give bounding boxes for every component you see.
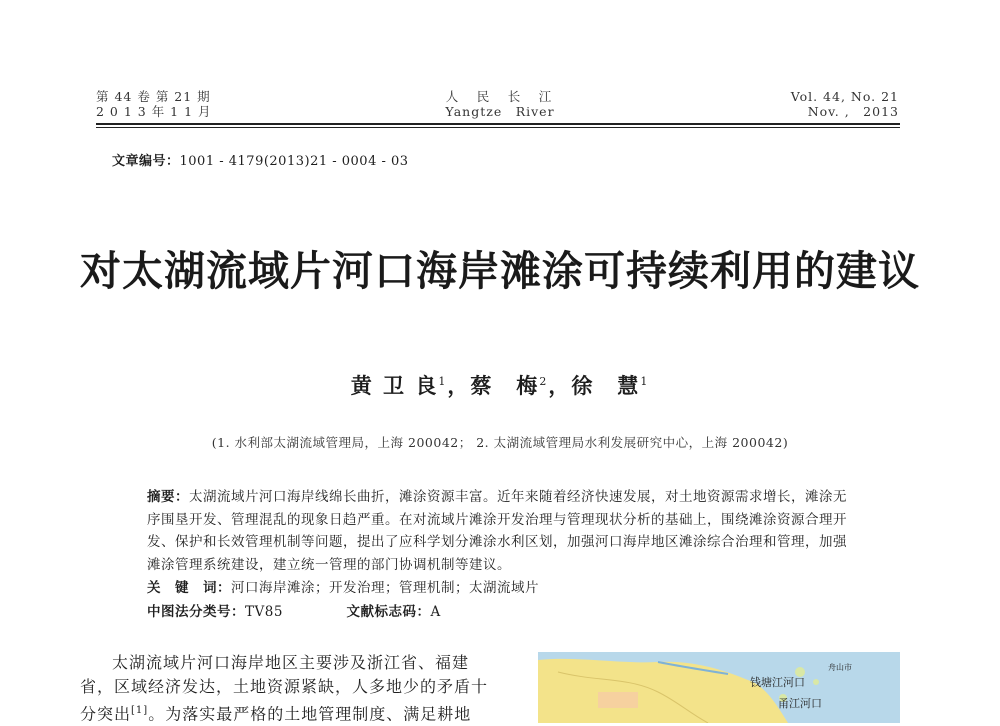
citation-ref[interactable]: [1]	[131, 705, 149, 716]
article-number-label: 文章编号：	[112, 154, 180, 169]
author-separator: ，	[447, 373, 471, 398]
author-separator: ，	[548, 373, 572, 398]
keywords-text: 河口海岸滩涂；开发治理；管理机制；太湖流域片	[231, 580, 539, 596]
map-figure	[538, 652, 900, 723]
classification	[147, 600, 441, 620]
map-label-yongjiang-estuary: 甬江河口	[778, 697, 822, 710]
abstract-label: 摘要：	[147, 489, 189, 505]
document-code-label: 文献标志码：	[346, 604, 431, 620]
body-text-end: 。为落实最严格的土地管理制度、满足耕地	[148, 704, 472, 724]
abstract-text: 太湖流域片河口海岸线绵长曲折，滩涂资源丰富。近年来随着经济快速发展，对土地资源需求增长，滩涂无序围垦开发、管理混乱的现象日趋严重。在对流域片滩涂开发治理与管理现状分析的基础上，围绕滩涂资源合理开发、保护和长效管理机制等问题，提出了应科学划分滩涂水利区划，加强河口海岸地区滩涂综合治理和管理，加强滩涂管理系统建设，建立统一管理的部门协调机制等建议。	[147, 489, 847, 573]
body-paragraph	[80, 651, 498, 726]
header-date-en: Nov. , 2013	[807, 104, 899, 119]
author-list	[0, 370, 1000, 400]
author-name: 徐 慧	[571, 373, 641, 398]
clc-label: 中图法分类号：	[147, 604, 245, 620]
paper-title: 对太湖流域片河口海岸滩涂可持续利用的建议	[80, 247, 920, 295]
header-volume-en: Vol. 44, No. 21	[790, 89, 899, 104]
article-number	[112, 150, 409, 169]
author-affiliation-mark: 1	[640, 375, 650, 388]
author-affiliation-mark: 1	[438, 375, 448, 388]
affiliations: (1. 水利部太湖流域管理局，上海 200042； 2. 太湖流域管理局水利发展研究中心，上海 200042)	[211, 435, 789, 450]
island	[813, 679, 819, 685]
keywords	[147, 576, 539, 596]
header-rule-thick	[96, 123, 900, 125]
author-name: 黄 卫 良	[350, 373, 439, 398]
author-affiliation-mark: 2	[539, 375, 549, 388]
header-journal-cn: 人 民 长 江	[445, 89, 555, 104]
body-text-start: 太湖流域片河口海岸地区主要涉及浙江省、福建省，区域经济发达，土地资源紧缺，人多地少的矛盾十分突出	[80, 653, 489, 724]
map-label-zhoushan: 舟山市	[828, 663, 852, 672]
header-date: 2 0 1 3 年 1 1 月	[96, 104, 212, 119]
article-number-value: 1001 - 4179(2013)21 - 0004 - 03	[179, 154, 409, 169]
author-name: 蔡 梅	[470, 373, 540, 398]
document-code-value: A	[430, 604, 441, 620]
keywords-label: 关 键 词：	[147, 580, 231, 596]
map-label-qiantang-estuary: 钱塘江河口	[750, 676, 805, 689]
city-area	[598, 692, 638, 708]
abstract	[147, 486, 857, 576]
header-rule-thin	[96, 127, 900, 128]
header-volume-issue: 第 44 卷 第 21 期	[96, 89, 211, 104]
clc-value: TV85	[245, 604, 283, 620]
header-journal-en: Yangtze River	[445, 104, 555, 119]
